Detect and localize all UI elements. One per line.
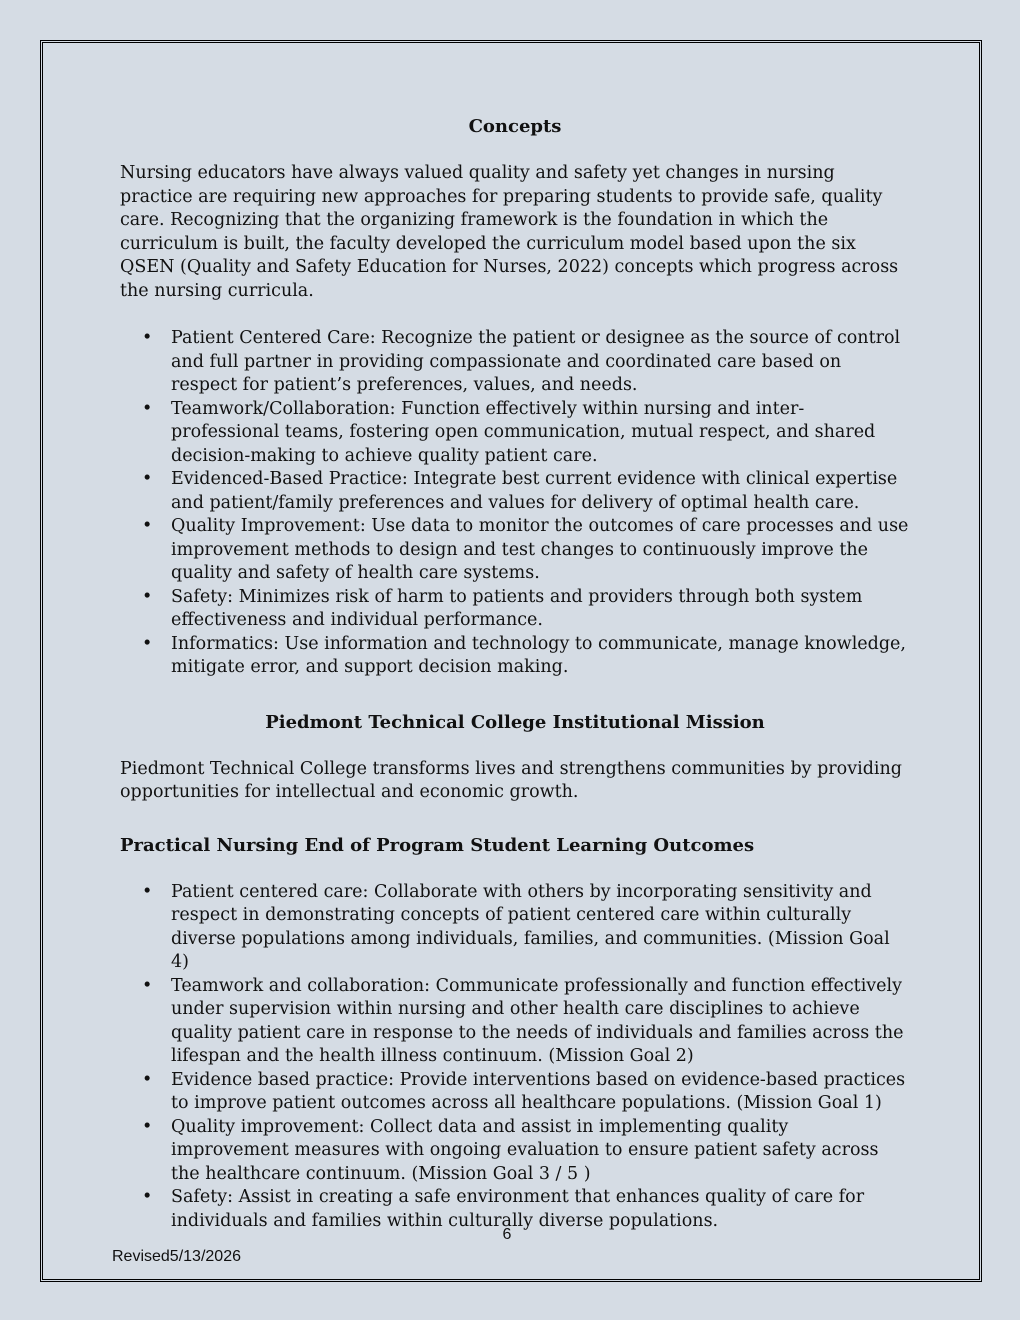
mission-text: Piedmont Technical College transforms lives and strengthens communities by providing opportunities for intellectual and economic growth. — [120, 758, 902, 802]
concepts-heading: Concepts — [468, 116, 562, 137]
list-item: • Safety: Minimizes risk of harm to patients and providers through both system effectiveness and individual performance. — [142, 586, 863, 630]
list-item: • Informatics: Use information and technology to communicate, manage knowledge, mitigate error, and support decision making. — [142, 633, 906, 677]
page-number: 6 — [502, 1226, 512, 1243]
concepts-intro: Nursing educators have always valued quality and safety yet changes in nursing practice are requiring new approaches for preparing students to provide safe, quality care. Recognizing that the organizing framework is the foundation in which the curriculum is built, the faculty developed the curriculum model based upon the six QSEN (Quality and Safety Education for Nurses, 2022) concepts which progress across the nursing curricula. — [120, 163, 899, 301]
revised-date: Revised5/13/2026 — [112, 1248, 241, 1265]
list-item: • Quality Improvement: Use data to monitor the outcomes of care processes and use improvement methods to design and test changes to continuously improve the quality and safety of health care systems. — [142, 516, 909, 583]
outcomes-heading: Practical Nursing End of Program Student Learning Outcomes — [120, 834, 755, 856]
list-item: • Safety: Assist in creating a safe environment that enhances quality of care for individuals and families within culturally diverse populations. — [142, 1187, 865, 1231]
mission-heading: Piedmont Technical College Institutional Mission — [265, 711, 765, 733]
list-item: • Evidenced-Based Practice: Integrate best current evidence with clinical expertise and patient/family preferences and values for delivery of optimal health care. — [142, 469, 898, 513]
list-item: • Patient Centered Care: Recognize the patient or designee as the source of control and full partner in providing compassionate and coordinated care based on respect for patient’s preferences, values, and needs. — [142, 328, 901, 395]
concepts-list — [120, 327, 910, 680]
list-item: • Teamwork and collaboration: Communicate professionally and function effectively under supervision within nursing and other health care disciplines to achieve quality patient care in response to the needs of individuals and families across the lifespan and the health illness continuum. (Mission Goal 2) — [142, 975, 904, 1066]
document-body — [120, 114, 910, 1233]
outcomes-list — [120, 881, 910, 1234]
list-item: • Teamwork/Collaboration: Function effectively within nursing and inter-professional teams, fostering open communication, mutual respect, and shared decision-making to achieve quality patient care. — [142, 398, 876, 466]
list-item: • Evidence based practice: Provide interventions based on evidence-based practices to improve patient outcomes across all healthcare populations. (Mission Goal 1) — [142, 1069, 906, 1113]
list-item: • Quality improvement: Collect data and assist in implementing quality improvement measures with ongoing evaluation to ensure patient safety across the healthcare continuum. (Mission Goal 3 / 5 ) — [142, 1116, 879, 1184]
list-item: • Patient centered care: Collaborate with others by incorporating sensitivity and respect in demonstrating concepts of patient centered care within culturally diverse populations among individuals, families, and communities. (Mission Goal 4) — [142, 881, 890, 972]
